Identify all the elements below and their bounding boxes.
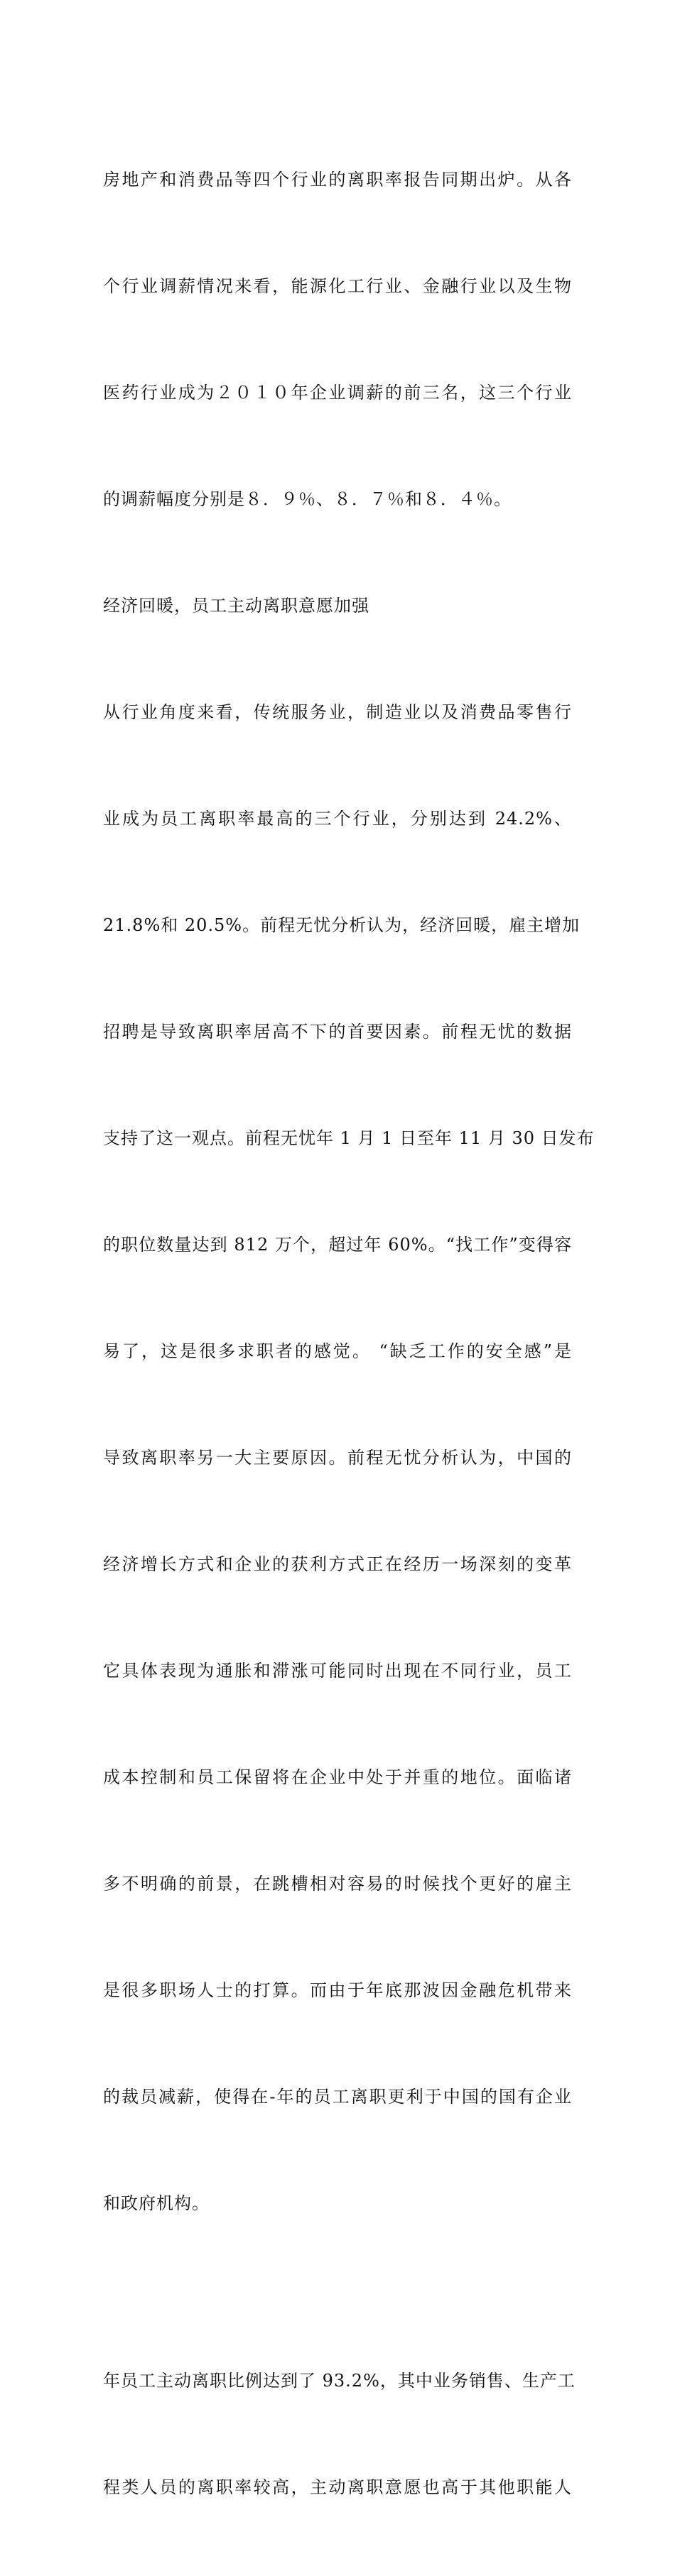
text-line: 个行业调薪情况来看，能源化工行业、金融行业以及生物 [103, 276, 572, 296]
section-heading [103, 588, 572, 623]
text-line: 房地产和消费品等四个行业的离职率报告同期出炉。从各 [103, 170, 572, 190]
text-line: 成本控制和员工保留将在企业中处于并重的地位。面临诸 [103, 1767, 572, 1787]
text-line: 经济增长方式和企业的获利方式正在经历一场深刻的变革 [103, 1554, 572, 1574]
text-line: 程类人员的离职率较高，主动离职意愿也高于其他职能人 [103, 2477, 572, 2497]
text-line: 的调薪幅度分别是８．９％、８．７％和８．４％。 [103, 489, 512, 509]
text-line: 的职位数量达到 812 万个，超过年 60%。“找工作”变得容 [103, 1235, 572, 1255]
text-line: 医药行业成为２０１０年企业调薪的前三名，这三个行业 [103, 383, 572, 403]
paragraph-voluntary-turnover [103, 2292, 576, 2576]
text-line: 是很多职场人士的打算。而由于年底那波因金融危机带来 [103, 1980, 572, 2000]
paragraph-salary-adjustment [103, 91, 572, 588]
text-line: 易了，这是很多求职者的感觉。 “缺乏工作的安全感”是 [103, 1341, 572, 1361]
text-line: 业成为员工离职率最高的三个行业，分别达到 24.2%、 [103, 809, 572, 829]
text-line: 21.8%和 20.5%。前程无忧分析认为，经济回暖，雇主增加 [103, 915, 580, 935]
text-line: 和政府机构。 [103, 2193, 210, 2213]
document-page [103, 91, 595, 2576]
heading-text: 经济回暖，员工主动离职意愿加强 [103, 596, 369, 616]
text-line: 导致离职率另一大主要原因。前程无忧分析认为，中国的 [103, 1448, 572, 1468]
paragraph-industry-turnover [103, 623, 595, 2292]
text-line: 支持了这一观点。前程无忧年 1 月 1 日至年 11 月 30 日发布 [103, 1128, 595, 1148]
text-line: 招聘是导致离职率居高不下的首要因素。前程无忧的数据 [103, 1022, 572, 1042]
text-line: 从行业角度来看，传统服务业，制造业以及消费品零售行 [103, 702, 572, 722]
text-line: 年员工主动离职比例达到了 93.2%，其中业务销售、生产工 [103, 2371, 576, 2391]
text-line: 它具体表现为通胀和滞涨可能同时出现在不同行业，员工 [103, 1661, 572, 1681]
text-line: 的裁员减薪，使得在-年的员工离职更利于中国的国有企业 [103, 2087, 572, 2107]
text-line: 多不明确的前景，在跳槽相对容易的时候找个更好的雇主 [103, 1874, 572, 1894]
